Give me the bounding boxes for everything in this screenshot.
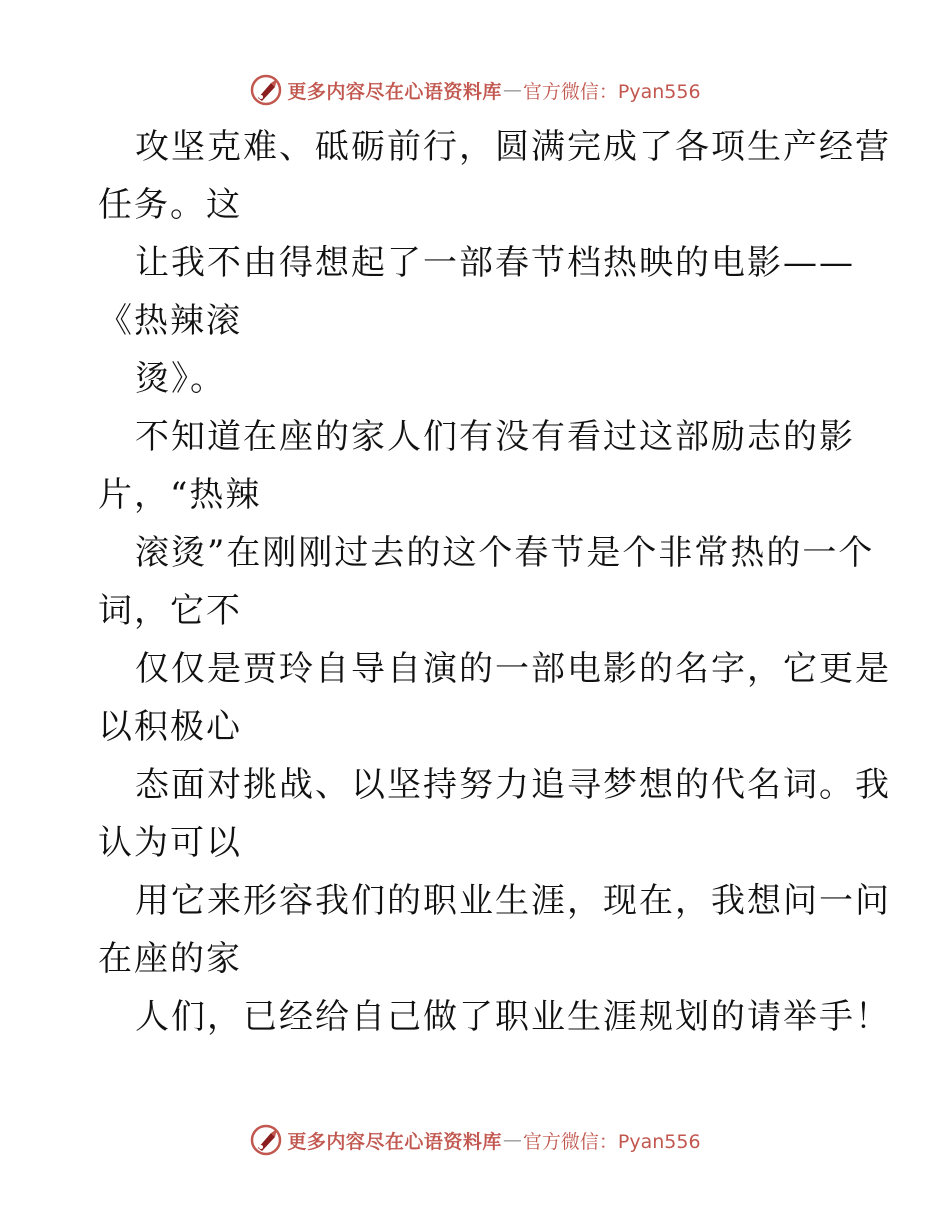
text-line: 在座的家 xyxy=(98,939,242,979)
text-line: 认为可以 xyxy=(98,823,242,863)
header-separator: — xyxy=(502,79,522,101)
header-brand-text: 更多内容尽在心语资料库 xyxy=(287,80,502,103)
text-line: 词，它不 xyxy=(98,591,242,631)
pen-nib-logo-icon xyxy=(249,73,283,107)
text-line: 片，“热辣 xyxy=(98,475,262,515)
footer-brand-text: 更多内容尽在心语资料库 xyxy=(287,1130,502,1153)
text-line: 以积极心 xyxy=(98,707,242,747)
footer-banner xyxy=(0,1120,950,1160)
footer-separator: — xyxy=(502,1129,522,1151)
header-wechat-text: 官方微信：Pyan556 xyxy=(522,80,701,103)
text-line: 滚烫”在刚刚过去的这个春节是个非常热的一个 xyxy=(135,533,875,573)
text-line: 不知道在座的家人们有没有看过这部励志的影 xyxy=(135,417,855,457)
text-line: 任务。这 xyxy=(98,185,242,225)
text-line: 烫》。 xyxy=(135,359,226,399)
text-line: 攻坚克难、砥砺前行，圆满完成了各项生产经营 xyxy=(135,127,891,167)
footer-wechat-text: 官方微信：Pyan556 xyxy=(522,1130,701,1153)
text-line: 让我不由得想起了一部春节档热映的电影—— xyxy=(135,243,855,283)
text-line: 仅仅是贾玲自导自演的一部电影的名字，它更是 xyxy=(135,649,891,689)
header-banner xyxy=(0,70,950,110)
text-line: 态面对挑战、以坚持努力追寻梦想的代名词。我 xyxy=(135,765,891,805)
text-line: 人们，已经给自己做了职业生涯规划的请举手！ xyxy=(135,997,891,1037)
pen-nib-logo-icon xyxy=(249,1123,283,1157)
document-body xyxy=(98,118,891,1046)
text-line: 用它来形容我们的职业生涯，现在，我想问一问 xyxy=(135,881,891,921)
text-line: 《热辣滚 xyxy=(98,301,242,341)
